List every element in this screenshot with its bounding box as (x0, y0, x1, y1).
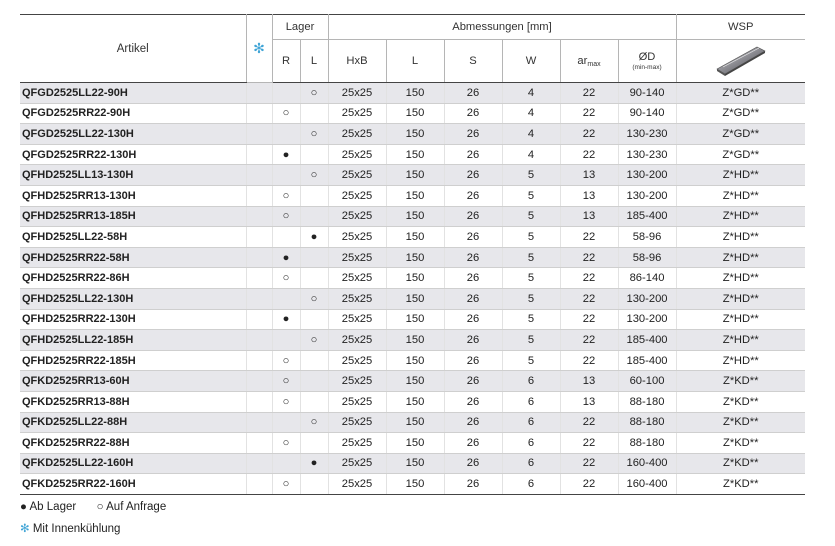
cell-length: 150 (386, 144, 444, 165)
cell-hxb: 25x25 (328, 103, 386, 124)
cell-wsp: Z*KD** (676, 371, 805, 392)
cell-wsp: Z*HD** (676, 185, 805, 206)
filled-dot-icon: ● (20, 501, 27, 513)
cell-w: 5 (502, 227, 560, 248)
table-row (20, 391, 805, 412)
cell-wsp: Z*HD** (676, 330, 805, 351)
cell-lager-l (300, 185, 328, 206)
cell-wsp: Z*KD** (676, 433, 805, 454)
cell-artikel: QFGD2525LL22-90H (20, 83, 246, 104)
cell-lager-r: ○ (272, 371, 300, 392)
cell-artikel: QFGD2525RR22-130H (20, 144, 246, 165)
cell-wsp: Z*HD** (676, 350, 805, 371)
table-row (20, 185, 805, 206)
cell-artikel: QFHD2525LL22-58H (20, 227, 246, 248)
cell-hxb: 25x25 (328, 185, 386, 206)
cell-lager-l (300, 206, 328, 227)
cell-w: 6 (502, 474, 560, 495)
cell-cooling (246, 474, 272, 495)
cell-s: 26 (444, 83, 502, 104)
header-lager: Lager (272, 15, 328, 40)
header-wsp: WSP (676, 15, 805, 40)
cell-cooling (246, 124, 272, 145)
cell-lager-l: ○ (300, 124, 328, 145)
cell-lager-r: ○ (272, 433, 300, 454)
cell-artikel: QFGD2525RR22-90H (20, 103, 246, 124)
table-row (20, 124, 805, 145)
cell-artikel: QFKD2525RR13-88H (20, 391, 246, 412)
cell-artikel: QFKD2525LL22-88H (20, 412, 246, 433)
cell-wsp: Z*HD** (676, 268, 805, 289)
cell-length: 150 (386, 288, 444, 309)
header-hxb: HxB (328, 40, 386, 83)
cell-artikel: QFHD2525LL13-130H (20, 165, 246, 186)
table-row (20, 227, 805, 248)
cell-lager-r: ○ (272, 206, 300, 227)
cell-cooling (246, 412, 272, 433)
cell-ar-max: 13 (560, 391, 618, 412)
cell-s: 26 (444, 144, 502, 165)
cell-w: 6 (502, 453, 560, 474)
cell-wsp: Z*GD** (676, 83, 805, 104)
legend-availability (20, 501, 166, 513)
cell-od: 160-400 (618, 453, 676, 474)
cell-w: 5 (502, 288, 560, 309)
cell-w: 5 (502, 268, 560, 289)
cell-s: 26 (444, 268, 502, 289)
cell-wsp: Z*GD** (676, 124, 805, 145)
cell-ar-max: 22 (560, 309, 618, 330)
cell-artikel: QFHD2525RR13-130H (20, 185, 246, 206)
cell-s: 26 (444, 371, 502, 392)
cell-hxb: 25x25 (328, 144, 386, 165)
table-row (20, 453, 805, 474)
cell-cooling (246, 433, 272, 454)
cell-artikel: QFKD2525RR22-160H (20, 474, 246, 495)
cell-hxb: 25x25 (328, 165, 386, 186)
cell-length: 150 (386, 371, 444, 392)
cell-cooling (246, 268, 272, 289)
header-ar: $ar_{max}$ (560, 40, 618, 83)
cell-od: 130-200 (618, 309, 676, 330)
table-row (20, 268, 805, 289)
cell-od: 160-400 (618, 474, 676, 495)
cell-artikel: QFHD2525RR22-86H (20, 268, 246, 289)
cell-cooling (246, 330, 272, 351)
cell-lager-r (272, 453, 300, 474)
cell-length: 150 (386, 83, 444, 104)
cell-lager-r: ○ (272, 103, 300, 124)
cell-lager-l (300, 268, 328, 289)
cell-ar-max: 22 (560, 474, 618, 495)
cell-w: 6 (502, 371, 560, 392)
cell-od: 185-400 (618, 350, 676, 371)
cell-lager-l: ● (300, 227, 328, 248)
cell-length: 150 (386, 350, 444, 371)
cell-od: 60-100 (618, 371, 676, 392)
cell-cooling (246, 453, 272, 474)
cell-w: 5 (502, 350, 560, 371)
cell-wsp: Z*HD** (676, 227, 805, 248)
cell-s: 26 (444, 227, 502, 248)
cell-artikel: QFHD2525RR22-185H (20, 350, 246, 371)
cell-ar-max: 22 (560, 83, 618, 104)
cell-ar-max: 13 (560, 371, 618, 392)
cell-wsp: Z*HD** (676, 165, 805, 186)
cell-wsp: Z*KD** (676, 412, 805, 433)
cell-od: 130-200 (618, 165, 676, 186)
cell-length: 150 (386, 391, 444, 412)
cell-wsp: Z*HD** (676, 309, 805, 330)
cell-length: 150 (386, 330, 444, 351)
cell-wsp: Z*GD** (676, 103, 805, 124)
open-dot-icon: ○ (96, 501, 104, 513)
cell-cooling (246, 227, 272, 248)
cell-length: 150 (386, 453, 444, 474)
cell-s: 26 (444, 206, 502, 227)
cell-lager-l (300, 433, 328, 454)
cell-hxb: 25x25 (328, 433, 386, 454)
cell-od: 90-140 (618, 103, 676, 124)
cell-artikel: QFKD2525RR22-88H (20, 433, 246, 454)
cell-cooling (246, 83, 272, 104)
cell-length: 150 (386, 206, 444, 227)
cell-cooling (246, 247, 272, 268)
cell-lager-l (300, 350, 328, 371)
cell-s: 26 (444, 288, 502, 309)
cell-lager-r: ○ (272, 391, 300, 412)
table-row (20, 474, 805, 495)
legend-innenkuehlung: Mit Innenkühlung (32, 523, 121, 535)
cell-ar-max: 13 (560, 165, 618, 186)
header-s: S (444, 40, 502, 83)
table-body (20, 83, 805, 495)
cell-ar-max: 22 (560, 350, 618, 371)
cell-cooling (246, 288, 272, 309)
cell-ar-max: 13 (560, 206, 618, 227)
cell-s: 26 (444, 165, 502, 186)
cell-ar-max: 22 (560, 144, 618, 165)
cell-artikel: QFHD2525RR13-185H (20, 206, 246, 227)
header-len: L (386, 40, 444, 83)
cell-od: 88-180 (618, 433, 676, 454)
table-row (20, 288, 805, 309)
cell-cooling (246, 309, 272, 330)
cell-artikel: QFHD2525LL22-185H (20, 330, 246, 351)
header-artikel: Artikel (20, 15, 246, 83)
cell-s: 26 (444, 433, 502, 454)
cell-lager-r: ○ (272, 268, 300, 289)
cell-hxb: 25x25 (328, 412, 386, 433)
cell-ar-max: 22 (560, 227, 618, 248)
cell-artikel: QFHD2525RR22-58H (20, 247, 246, 268)
table-row (20, 144, 805, 165)
legend-ab-lager: Ab Lager (29, 501, 77, 513)
cell-lager-l (300, 144, 328, 165)
header-abmessungen: Abmessungen [mm] (328, 15, 676, 40)
cell-lager-l (300, 391, 328, 412)
table-row (20, 371, 805, 392)
cell-ar-max: 22 (560, 453, 618, 474)
cell-lager-l: ○ (300, 330, 328, 351)
cell-cooling (246, 165, 272, 186)
spec-table (20, 14, 805, 495)
cell-s: 26 (444, 247, 502, 268)
cell-w: 4 (502, 124, 560, 145)
cell-lager-r: ○ (272, 350, 300, 371)
cell-s: 26 (444, 391, 502, 412)
cell-cooling (246, 350, 272, 371)
header-l: L (300, 40, 328, 83)
cell-length: 150 (386, 103, 444, 124)
cell-lager-r: ● (272, 247, 300, 268)
cell-od: 130-200 (618, 185, 676, 206)
cell-wsp: Z*GD** (676, 144, 805, 165)
cell-od: 86-140 (618, 268, 676, 289)
cell-hxb: 25x25 (328, 350, 386, 371)
cell-wsp: Z*KD** (676, 474, 805, 495)
cell-hxb: 25x25 (328, 391, 386, 412)
cell-cooling (246, 103, 272, 124)
cell-hxb: 25x25 (328, 247, 386, 268)
cell-hxb: 25x25 (328, 371, 386, 392)
cell-w: 6 (502, 433, 560, 454)
legend-auf-anfrage: Auf Anfrage (106, 501, 167, 513)
cell-lager-l (300, 371, 328, 392)
cell-w: 5 (502, 330, 560, 351)
cell-artikel: QFKD2525RR13-60H (20, 371, 246, 392)
cell-w: 5 (502, 206, 560, 227)
cell-lager-l: ○ (300, 165, 328, 186)
cell-od: 130-230 (618, 124, 676, 145)
table-row (20, 83, 805, 104)
cell-od: 185-400 (618, 206, 676, 227)
cell-cooling (246, 144, 272, 165)
cell-w: 4 (502, 103, 560, 124)
table-row (20, 309, 805, 330)
cell-lager-l (300, 474, 328, 495)
cell-length: 150 (386, 309, 444, 330)
cell-ar-max: 13 (560, 185, 618, 206)
cell-lager-l (300, 309, 328, 330)
cell-ar-max: 22 (560, 103, 618, 124)
cell-cooling (246, 391, 272, 412)
cell-w: 4 (502, 144, 560, 165)
cell-w: 5 (502, 309, 560, 330)
cell-s: 26 (444, 185, 502, 206)
cell-artikel: QFHD2525LL22-130H (20, 288, 246, 309)
cell-length: 150 (386, 268, 444, 289)
cell-hxb: 25x25 (328, 124, 386, 145)
table-row (20, 247, 805, 268)
cell-lager-r (272, 330, 300, 351)
cell-od: 88-180 (618, 412, 676, 433)
cell-lager-r: ● (272, 309, 300, 330)
cell-ar-max: 22 (560, 268, 618, 289)
cell-ar-max: 22 (560, 124, 618, 145)
snowflake-icon: ✻ (246, 15, 272, 83)
cell-od: 88-180 (618, 391, 676, 412)
table-row (20, 330, 805, 351)
cell-length: 150 (386, 247, 444, 268)
cell-lager-r: ○ (272, 185, 300, 206)
snowflake-icon: ✻ (20, 523, 30, 535)
cell-artikel: QFHD2525RR22-130H (20, 309, 246, 330)
table-header (20, 15, 805, 83)
cell-cooling (246, 185, 272, 206)
cell-cooling (246, 206, 272, 227)
cell-od: 130-200 (618, 288, 676, 309)
cell-ar-max: 22 (560, 412, 618, 433)
cell-length: 150 (386, 474, 444, 495)
cell-artikel: QFKD2525LL22-160H (20, 453, 246, 474)
cell-od: 90-140 (618, 83, 676, 104)
cell-artikel: QFGD2525LL22-130H (20, 124, 246, 145)
cell-lager-r (272, 288, 300, 309)
cell-lager-r (272, 165, 300, 186)
cell-cooling (246, 371, 272, 392)
cell-lager-l: ○ (300, 412, 328, 433)
cell-s: 26 (444, 453, 502, 474)
cutting-insert-icon (676, 40, 805, 83)
cell-w: 5 (502, 247, 560, 268)
cell-wsp: Z*HD** (676, 288, 805, 309)
cell-wsp: Z*KD** (676, 391, 805, 412)
cell-s: 26 (444, 103, 502, 124)
cell-od: 58-96 (618, 227, 676, 248)
cell-lager-r (272, 412, 300, 433)
cell-lager-r (272, 227, 300, 248)
cell-length: 150 (386, 124, 444, 145)
legend-cooling (20, 521, 120, 535)
cell-lager-r (272, 124, 300, 145)
cell-w: 5 (502, 165, 560, 186)
cell-hxb: 25x25 (328, 474, 386, 495)
cell-hxb: 25x25 (328, 268, 386, 289)
cell-od: 58-96 (618, 247, 676, 268)
cell-hxb: 25x25 (328, 83, 386, 104)
cell-hxb: 25x25 (328, 453, 386, 474)
cell-lager-r: ○ (272, 474, 300, 495)
cell-lager-l: ○ (300, 83, 328, 104)
cell-length: 150 (386, 433, 444, 454)
header-od: ØD (min-max) (618, 40, 676, 83)
cell-ar-max: 22 (560, 247, 618, 268)
cell-wsp: Z*KD** (676, 453, 805, 474)
cell-lager-l (300, 103, 328, 124)
cell-w: 6 (502, 412, 560, 433)
cell-s: 26 (444, 309, 502, 330)
cell-ar-max: 22 (560, 288, 618, 309)
cell-length: 150 (386, 227, 444, 248)
cell-hxb: 25x25 (328, 330, 386, 351)
cell-s: 26 (444, 350, 502, 371)
cell-w: 6 (502, 391, 560, 412)
cell-hxb: 25x25 (328, 206, 386, 227)
cell-hxb: 25x25 (328, 309, 386, 330)
cell-ar-max: 22 (560, 433, 618, 454)
cell-length: 150 (386, 185, 444, 206)
cell-wsp: Z*HD** (676, 206, 805, 227)
table-row (20, 412, 805, 433)
cell-length: 150 (386, 165, 444, 186)
table-row (20, 206, 805, 227)
cell-s: 26 (444, 474, 502, 495)
cell-hxb: 25x25 (328, 288, 386, 309)
cell-od: 130-230 (618, 144, 676, 165)
cell-s: 26 (444, 124, 502, 145)
cell-s: 26 (444, 330, 502, 351)
cell-w: 5 (502, 185, 560, 206)
cell-lager-r: ● (272, 144, 300, 165)
cell-s: 26 (444, 412, 502, 433)
cell-lager-l: ○ (300, 288, 328, 309)
table-row (20, 433, 805, 454)
header-r: R (272, 40, 300, 83)
cell-wsp: Z*HD** (676, 247, 805, 268)
table-row (20, 165, 805, 186)
cell-w: 4 (502, 83, 560, 104)
cell-lager-l (300, 247, 328, 268)
header-w: W (502, 40, 560, 83)
cell-lager-r (272, 83, 300, 104)
cell-hxb: 25x25 (328, 227, 386, 248)
cell-length: 150 (386, 412, 444, 433)
cell-ar-max: 22 (560, 330, 618, 351)
cell-od: 185-400 (618, 330, 676, 351)
cell-lager-l: ● (300, 453, 328, 474)
table-row (20, 103, 805, 124)
table-row (20, 350, 805, 371)
